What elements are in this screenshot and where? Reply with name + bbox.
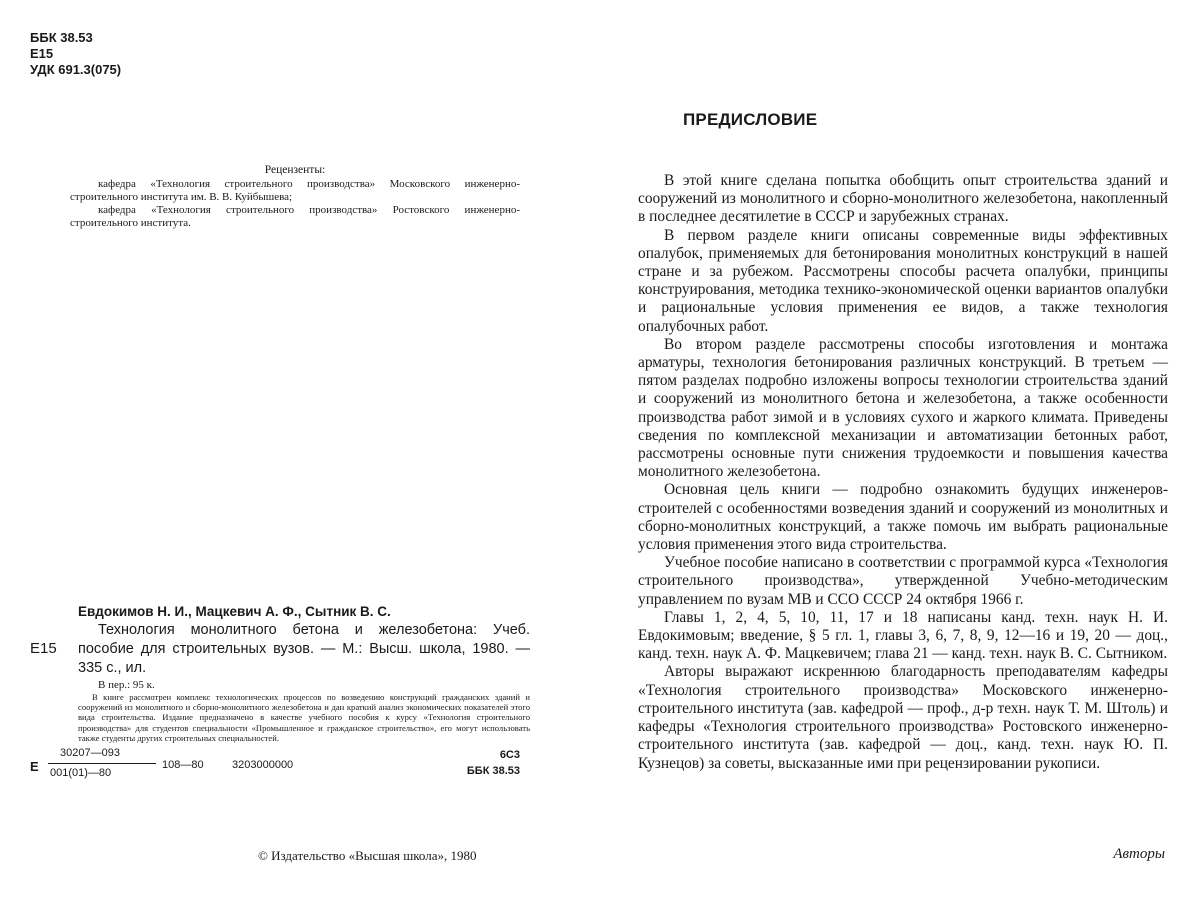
reviewers-block [70,164,520,230]
catalog-denominator: 001(01)—80 [50,767,112,780]
book-entry: Технология монолитного бетона и железобетона: Учеб. пособие для строительных вузов. — М.: Высш. школа, 1980. — 335 с., ил. [78,622,530,676]
preface-title: ПРЕДИСЛОВИЕ [683,110,818,129]
catalog-subject-code: 6С3 [499,749,520,762]
book-annotation: В книге рассмотрен комплекс технологических процессов по возведению конструкций гражданских зданий и сооружений из монолитного и сборно-монолитного железобетона и дан краткий анализ экономических показателей этого вида строительства. Издание предназначено в качестве учебного пособия к курсу «Технология строительного производства» для студентов специальности «Промышленное и гражданское строительство», его могут использовать также студенты других строительных специальностей. [78,692,530,743]
right-page [600,0,1200,904]
preface-paragraph: В этой книге сделана попытка обобщить опыт строительства зданий и сооружений из монолитного и сборно-монолитного железобетона, накопленный в последнее десятилетие в СССР и зарубежных странах. [638,172,1168,226]
preface-paragraph: Основная цель книги — подробно ознакомить будущих инженеров-строителей с особенностями возведения зданий и сооружений из монолитных и сборно-монолитных конструкций, а также помочь им выбрать рациональные условия применения этого вида строительства. [638,481,1168,554]
preface-paragraph: В первом разделе книги описаны современные виды эффективных опалубок, применяемых для бетонирования монолитных конструкций в нашей стране и за рубежом. Рассмотрены способы расчета опалубки, принципы конструирования, методика технико-экономической оценки вариантов опалубки и рациональные условия применения ее видов, а также технология опалубочных работ. [638,226,1168,335]
preface-body [638,172,1168,773]
catalog-formula [30,747,530,787]
copyright-line: © Издательство «Высшая школа», 1980 [258,848,477,863]
catalog-middle: 108—80 [162,759,204,772]
reviewers-title: Рецензенты: [264,164,326,176]
catalog-letter: Е [30,759,39,775]
preface-paragraph: Учебное пособие написано в соответствии с программой курса «Технология строительного производства», утвержденной Учебно-методическим управлением по вузам МВ и ССО СССР 24 октября 1966 г. [638,554,1168,608]
index-code: Е15 [30,46,54,61]
catalog-letter-code: Е15 [30,640,57,657]
catalog-isbn: 3203000000 [232,759,294,772]
fraction-line [48,763,156,764]
catalog-numerator: 30207—093 [60,747,120,760]
classification-codes [30,30,121,78]
preface-paragraph: Авторы выражают искреннюю благодарность преподавателям кафедры «Технология строительного производства» Московского инженерно-строительного института (зав. кафедрой — проф., д-р техн. наук Т. М. Штоль) и кафедры «Технология строительного производства» Ростовского инженерно-строительного института (зав. кафедрой — доц., канд. техн. наук Ю. П. Кузнецов) за советы, высказанные ими при рецензировании рукописи. [638,663,1168,772]
bbk-code: ББК 38.53 [30,30,93,45]
left-page [0,0,560,904]
preface-paragraph: Главы 1, 2, 4, 5, 10, 11, 17 и 18 написаны канд. техн. наук Н. И. Евдокимовым; введение, § 5 гл. 1, главы 3, 6, 7, 8, 9, 12—16 и 19, 20 — доц., канд. техн. наук А. Ф. Мацкевичем; глава 21 — канд. техн. наук В. С. Сытником. [638,608,1168,663]
reviewer-item: кафедра «Технология строительного производства» Ростовского инженерно-строительного института. [70,204,520,229]
book-authors: Евдокимов Н. И., Мацкевич А. Ф., Сытник В. С. [78,604,391,619]
book-price: В пер.: 95 к. [98,679,155,691]
bibliographic-record [30,603,530,787]
udk-code: УДК 691.3(075) [30,62,122,77]
preface-signature: Авторы [1113,846,1165,862]
reviewer-item: кафедра «Технология строительного производства» Московского инженерно-строительного института им. В. В. Куйбышева; [70,178,520,203]
catalog-bbk-code: ББК 38.53 [466,765,520,778]
preface-paragraph: Во втором разделе рассмотрены способы изготовления и монтажа арматуры, технология бетонирования различных конструкций. В третьем — пятом разделах подробно изложены вопросы технологии строительства зданий и сооружений из монолитного бетона и железобетона, а также особенности производства работ зимой и в условиях сухого и жаркого климата. Приведены сведения по комплексной механизации и автоматизации бетонных работ, рассмотрены основные пути снижения трудоемкости и повышения качества монолитного железобетона. [638,335,1168,481]
